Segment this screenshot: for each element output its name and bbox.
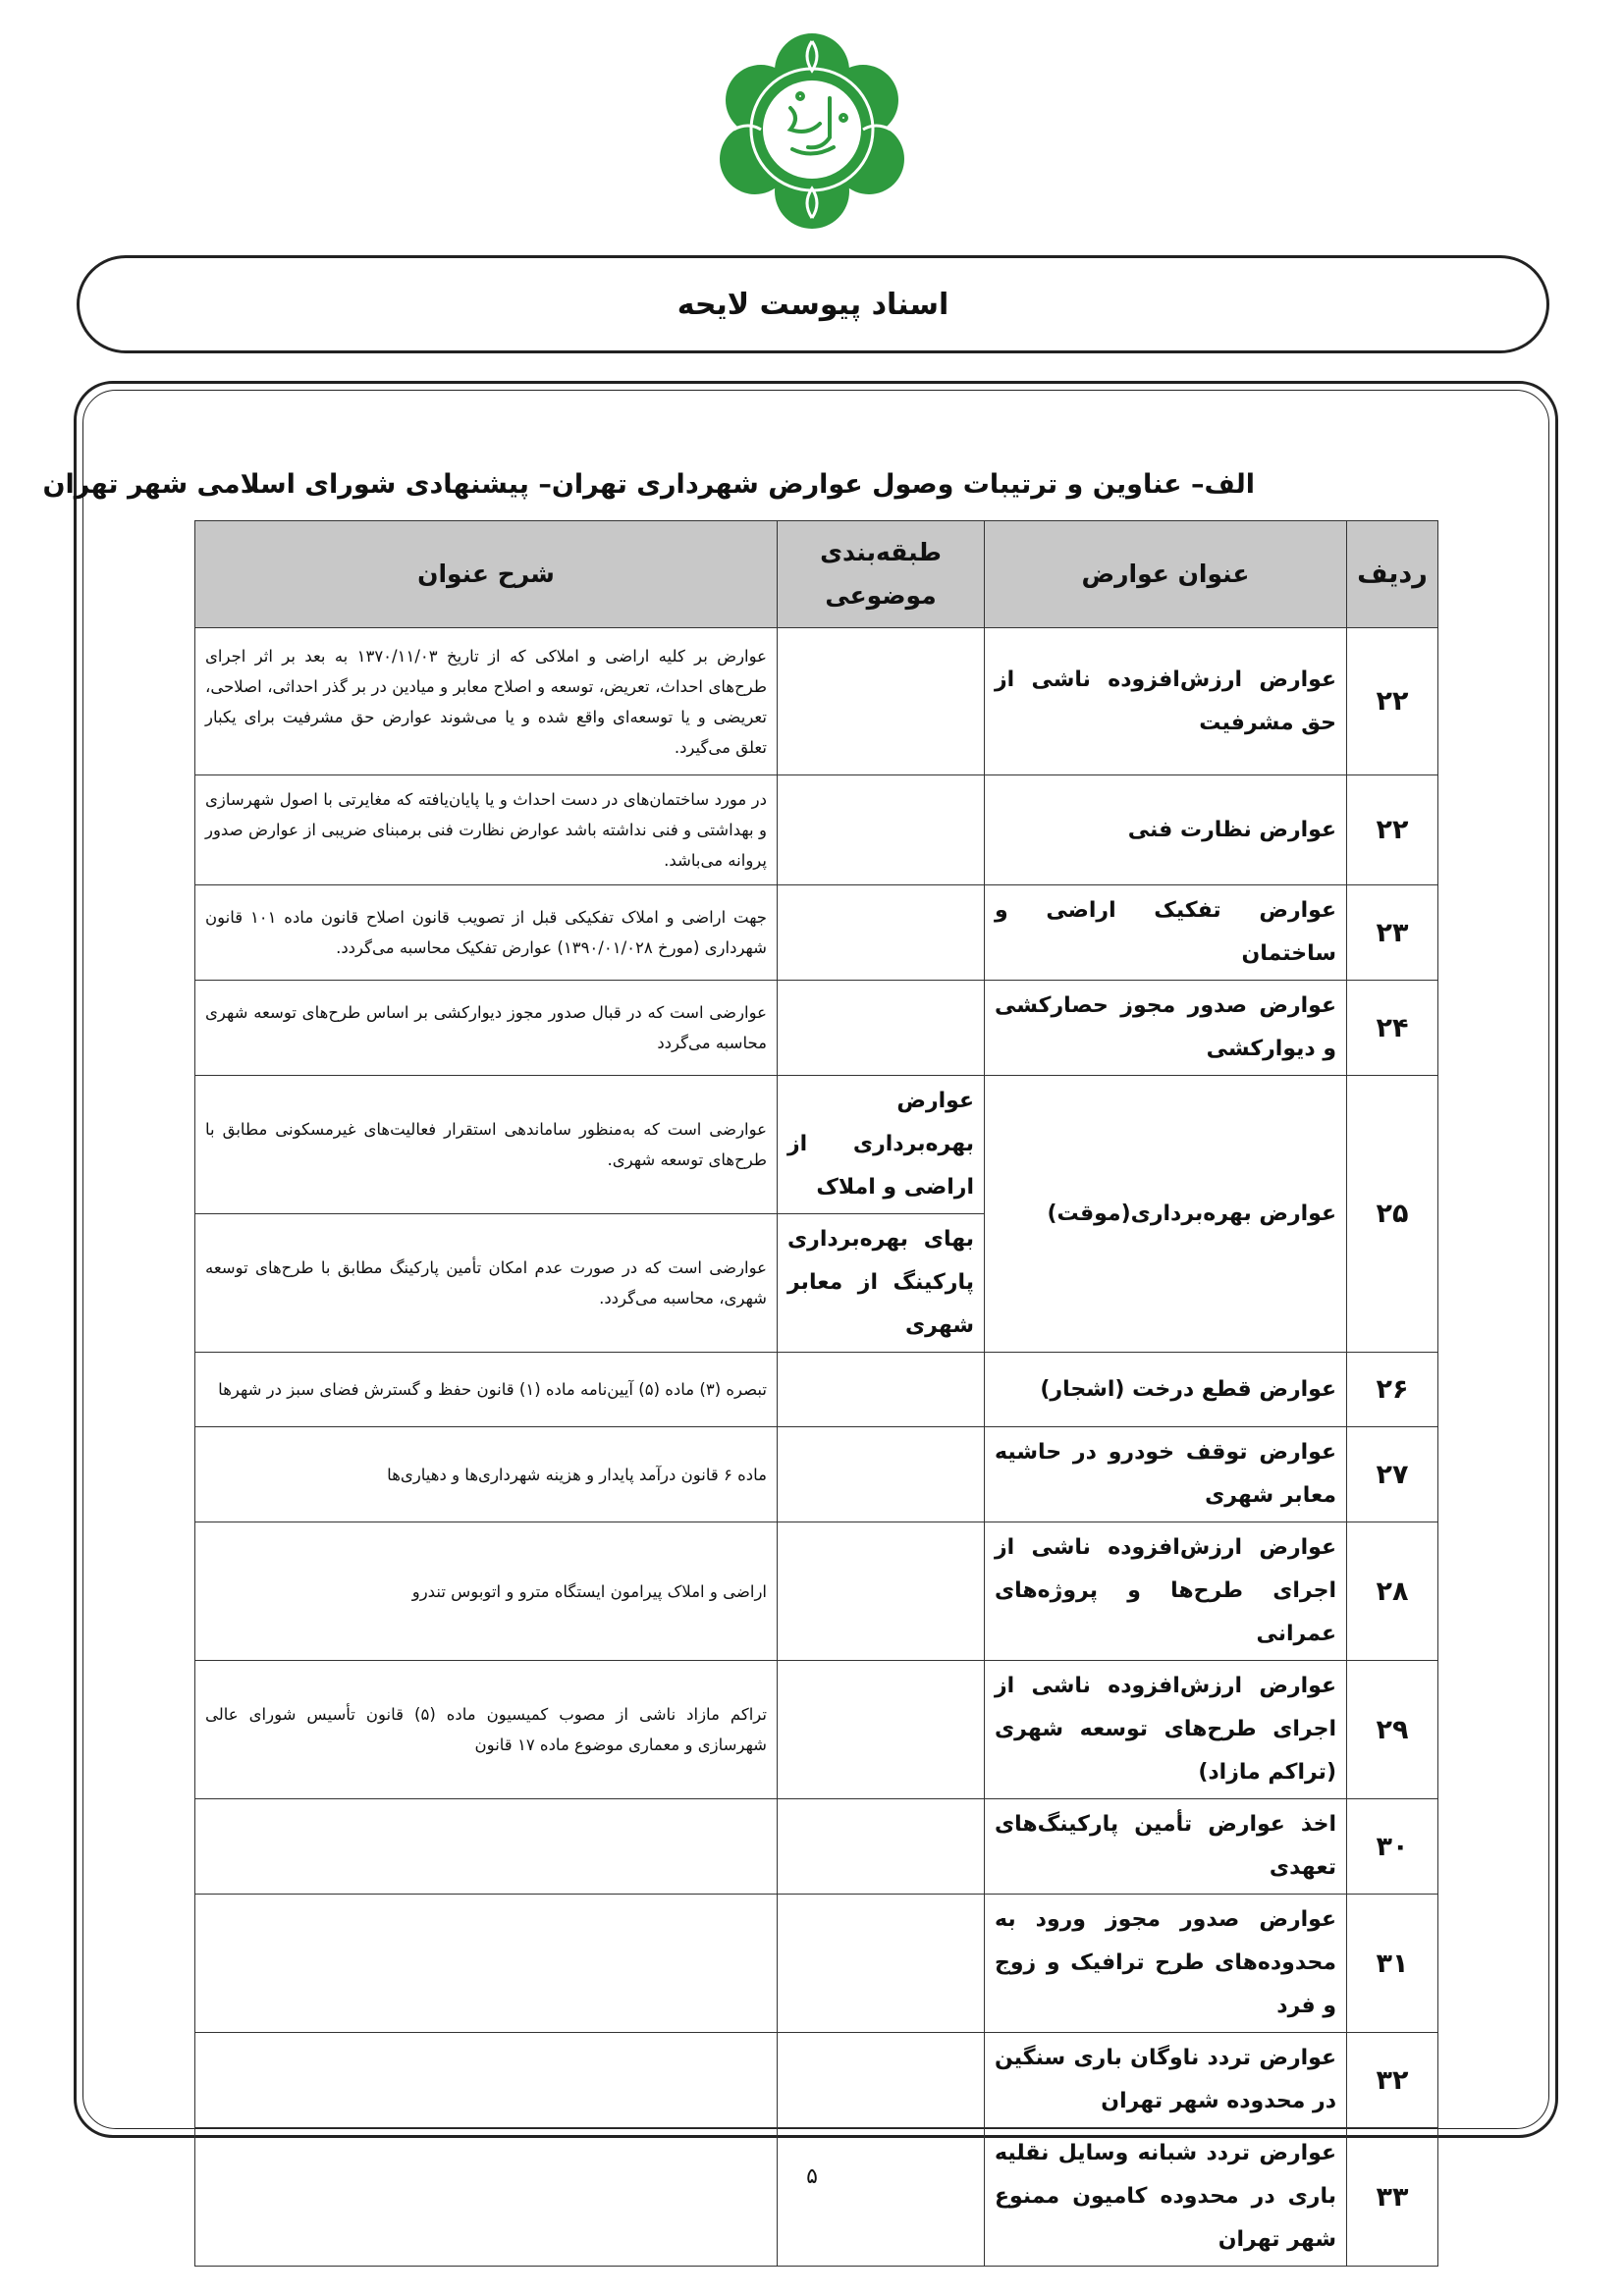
fee-category bbox=[778, 2128, 985, 2267]
fee-title: عوارض توقف خودرو در حاشیه معابر شهری bbox=[985, 1427, 1347, 1522]
fee-title: عوارض قطع درخت (اشجار) bbox=[985, 1353, 1347, 1427]
row-number: ۲۴ bbox=[1347, 981, 1438, 1076]
fee-title: عوارض نظارت فنی bbox=[985, 775, 1347, 885]
row-number: ۲۷ bbox=[1347, 1427, 1438, 1522]
fee-title: عوارض بهره‌برداری(موقت) bbox=[985, 1076, 1347, 1353]
table-row bbox=[195, 1895, 1438, 2033]
fee-title: عوارض صدور مجوز حصارکشی و دیوارکشی bbox=[985, 981, 1347, 1076]
document-header bbox=[77, 255, 1549, 353]
row-number: ۲۳ bbox=[1347, 885, 1438, 981]
fee-category bbox=[778, 885, 985, 981]
fee-description: در مورد ساختمان‌های در دست احداث و یا پایان‌یافته که مغایرتی با اصول شهرسازی و بهداشتی و فنی نداشته باشد عوارض نظارت فنی برمبنای ضریبی از عوارض صدور پروانه می‌باشد. bbox=[195, 775, 778, 885]
fee-title: عوارض ارزش‌افزوده ناشی از اجرای طرح‌ها و پروژه‌های عمرانی bbox=[985, 1522, 1347, 1661]
fee-description bbox=[195, 2128, 778, 2267]
table-row bbox=[195, 2033, 1438, 2128]
fee-description: تبصره (۳) ماده (۵) آیین‌نامه ماده (۱) قانون حفظ و گسترش فضای سبز در شهرها bbox=[195, 1353, 778, 1427]
table-row bbox=[195, 1427, 1438, 1522]
fee-category bbox=[778, 1799, 985, 1895]
page-number: ۵ bbox=[806, 2164, 818, 2189]
row-number: ۲۹ bbox=[1347, 1661, 1438, 1799]
row-number: ۲۵ bbox=[1347, 1076, 1438, 1353]
fee-category bbox=[778, 775, 985, 885]
fee-category bbox=[778, 1661, 985, 1799]
fee-description: اراضی و املاک پیرامون ایستگاه مترو و اتوبوس تندرو bbox=[195, 1522, 778, 1661]
header-title: عنوان عوارض bbox=[985, 521, 1347, 628]
fee-title: عوارض صدور مجوز ورود به محدوده‌های طرح ترافیک و زوج و فرد bbox=[985, 1895, 1347, 2033]
fee-description: ماده ۶ قانون درآمد پایدار و هزینه شهرداری‌ها و دهیاری‌ها bbox=[195, 1427, 778, 1522]
fee-description bbox=[195, 1799, 778, 1895]
fee-description: تراکم مازاد ناشی از مصوب کمیسیون ماده (۵) قانون تأسیس شورای عالی شهرسازی و معماری موضوع ماده ۱۷ قانون bbox=[195, 1661, 778, 1799]
table-header-row bbox=[195, 521, 1438, 628]
fee-category: بهای بهره‌برداری پارکینگ از معابر شهری bbox=[778, 1214, 985, 1353]
fee-title: اخذ عوارض تأمین پارکینگ‌های تعهدی bbox=[985, 1799, 1347, 1895]
row-number: ۳۰ bbox=[1347, 1799, 1438, 1895]
fees-table bbox=[194, 520, 1438, 2267]
fee-category bbox=[778, 1522, 985, 1661]
fee-title: عوارض ارزش‌افزوده ناشی از حق مشرفیت bbox=[985, 628, 1347, 775]
row-number: ۲۸ bbox=[1347, 1522, 1438, 1661]
row-number: ۲۲ bbox=[1347, 628, 1438, 775]
fee-description bbox=[195, 1895, 778, 2033]
fee-title: عوارض تردد ناوگان باری سنگین در محدوده شهر تهران bbox=[985, 2033, 1347, 2128]
header-category: طبقه‌بندی موضوعی bbox=[778, 521, 985, 628]
header-description: شرح عنوان bbox=[195, 521, 778, 628]
fee-description bbox=[195, 2033, 778, 2128]
fee-description: عوارضی است که به‌منظور ساماندهی استقرار فعالیت‌های غیرمسکونی مطابق با طرح‌های توسعه شهری. bbox=[195, 1076, 778, 1214]
fee-title: عوارض تفکیک اراضی و ساختمان bbox=[985, 885, 1347, 981]
fee-title: عوارض ارزش‌افزوده ناشی از اجرای طرح‌های توسعه شهری (تراکم مازاد) bbox=[985, 1661, 1347, 1799]
fee-category bbox=[778, 2033, 985, 2128]
table-row bbox=[195, 2128, 1438, 2267]
header-num: ردیف bbox=[1347, 521, 1438, 628]
table-row bbox=[195, 1076, 1438, 1214]
municipality-logo bbox=[714, 29, 910, 231]
fee-description: جهت اراضی و املاک تفکیکی قبل از تصویب قانون اصلاح قانون ماده ۱۰۱ قانون شهرداری (مورخ ۱۳۹۰/۰۱/۰۲۸) عوارض تفکیک محاسبه می‌گردد. bbox=[195, 885, 778, 981]
table-row bbox=[195, 1799, 1438, 1895]
fee-category bbox=[778, 1427, 985, 1522]
fee-title: عوارض تردد شبانه وسایل نقلیه باری در محدوده کامیون ممنوع شهر تهران bbox=[985, 2128, 1347, 2267]
table-row bbox=[195, 885, 1438, 981]
row-number: ۲۶ bbox=[1347, 1353, 1438, 1427]
fee-category bbox=[778, 1353, 985, 1427]
fee-description: عوارضی است که در صورت عدم امکان تأمین پارکینگ مطابق با طرح‌های توسعه شهری، محاسبه می‌گردد. bbox=[195, 1214, 778, 1353]
fee-category bbox=[778, 981, 985, 1076]
table-row bbox=[195, 628, 1438, 775]
row-number: ۳۲ bbox=[1347, 2033, 1438, 2128]
table-row bbox=[195, 1522, 1438, 1661]
document-header-title: اسناد پیوست لایحه bbox=[677, 287, 949, 322]
fee-category: عوارض بهره‌برداری از اراضی و املاک bbox=[778, 1076, 985, 1214]
fee-category bbox=[778, 1895, 985, 2033]
fee-description: عوارض بر کلیه اراضی و املاکی که از تاریخ ۱۳۷۰/۱۱/۰۳ به بعد بر اثر اجرای طرح‌های احداث، تعریض، توسعه و اصلاح معابر و میادین در بر گذر احداثی، اصلاحی، تعریضی و یا توسعه‌ای واقع شده و یا می‌شوند عوارض حق مشرفیت برای یکبار تعلق می‌گیرد. bbox=[195, 628, 778, 775]
row-number: ۳۱ bbox=[1347, 1895, 1438, 2033]
row-number: ۲۲ bbox=[1347, 775, 1438, 885]
row-number: ۳۳ bbox=[1347, 2128, 1438, 2267]
section-title: الف– عناوین و ترتیبات وصول عوارض شهرداری تهران– پیشنهادی شورای اسلامی شهر تهران bbox=[42, 469, 1255, 500]
fee-category bbox=[778, 628, 985, 775]
table-row bbox=[195, 1353, 1438, 1427]
fee-description: عوارضی است که در قبال صدور مجوز دیوارکشی بر اساس طرح‌های توسعه شهری محاسبه می‌گردد bbox=[195, 981, 778, 1076]
table-row bbox=[195, 775, 1438, 885]
table-row bbox=[195, 981, 1438, 1076]
table-row bbox=[195, 1661, 1438, 1799]
